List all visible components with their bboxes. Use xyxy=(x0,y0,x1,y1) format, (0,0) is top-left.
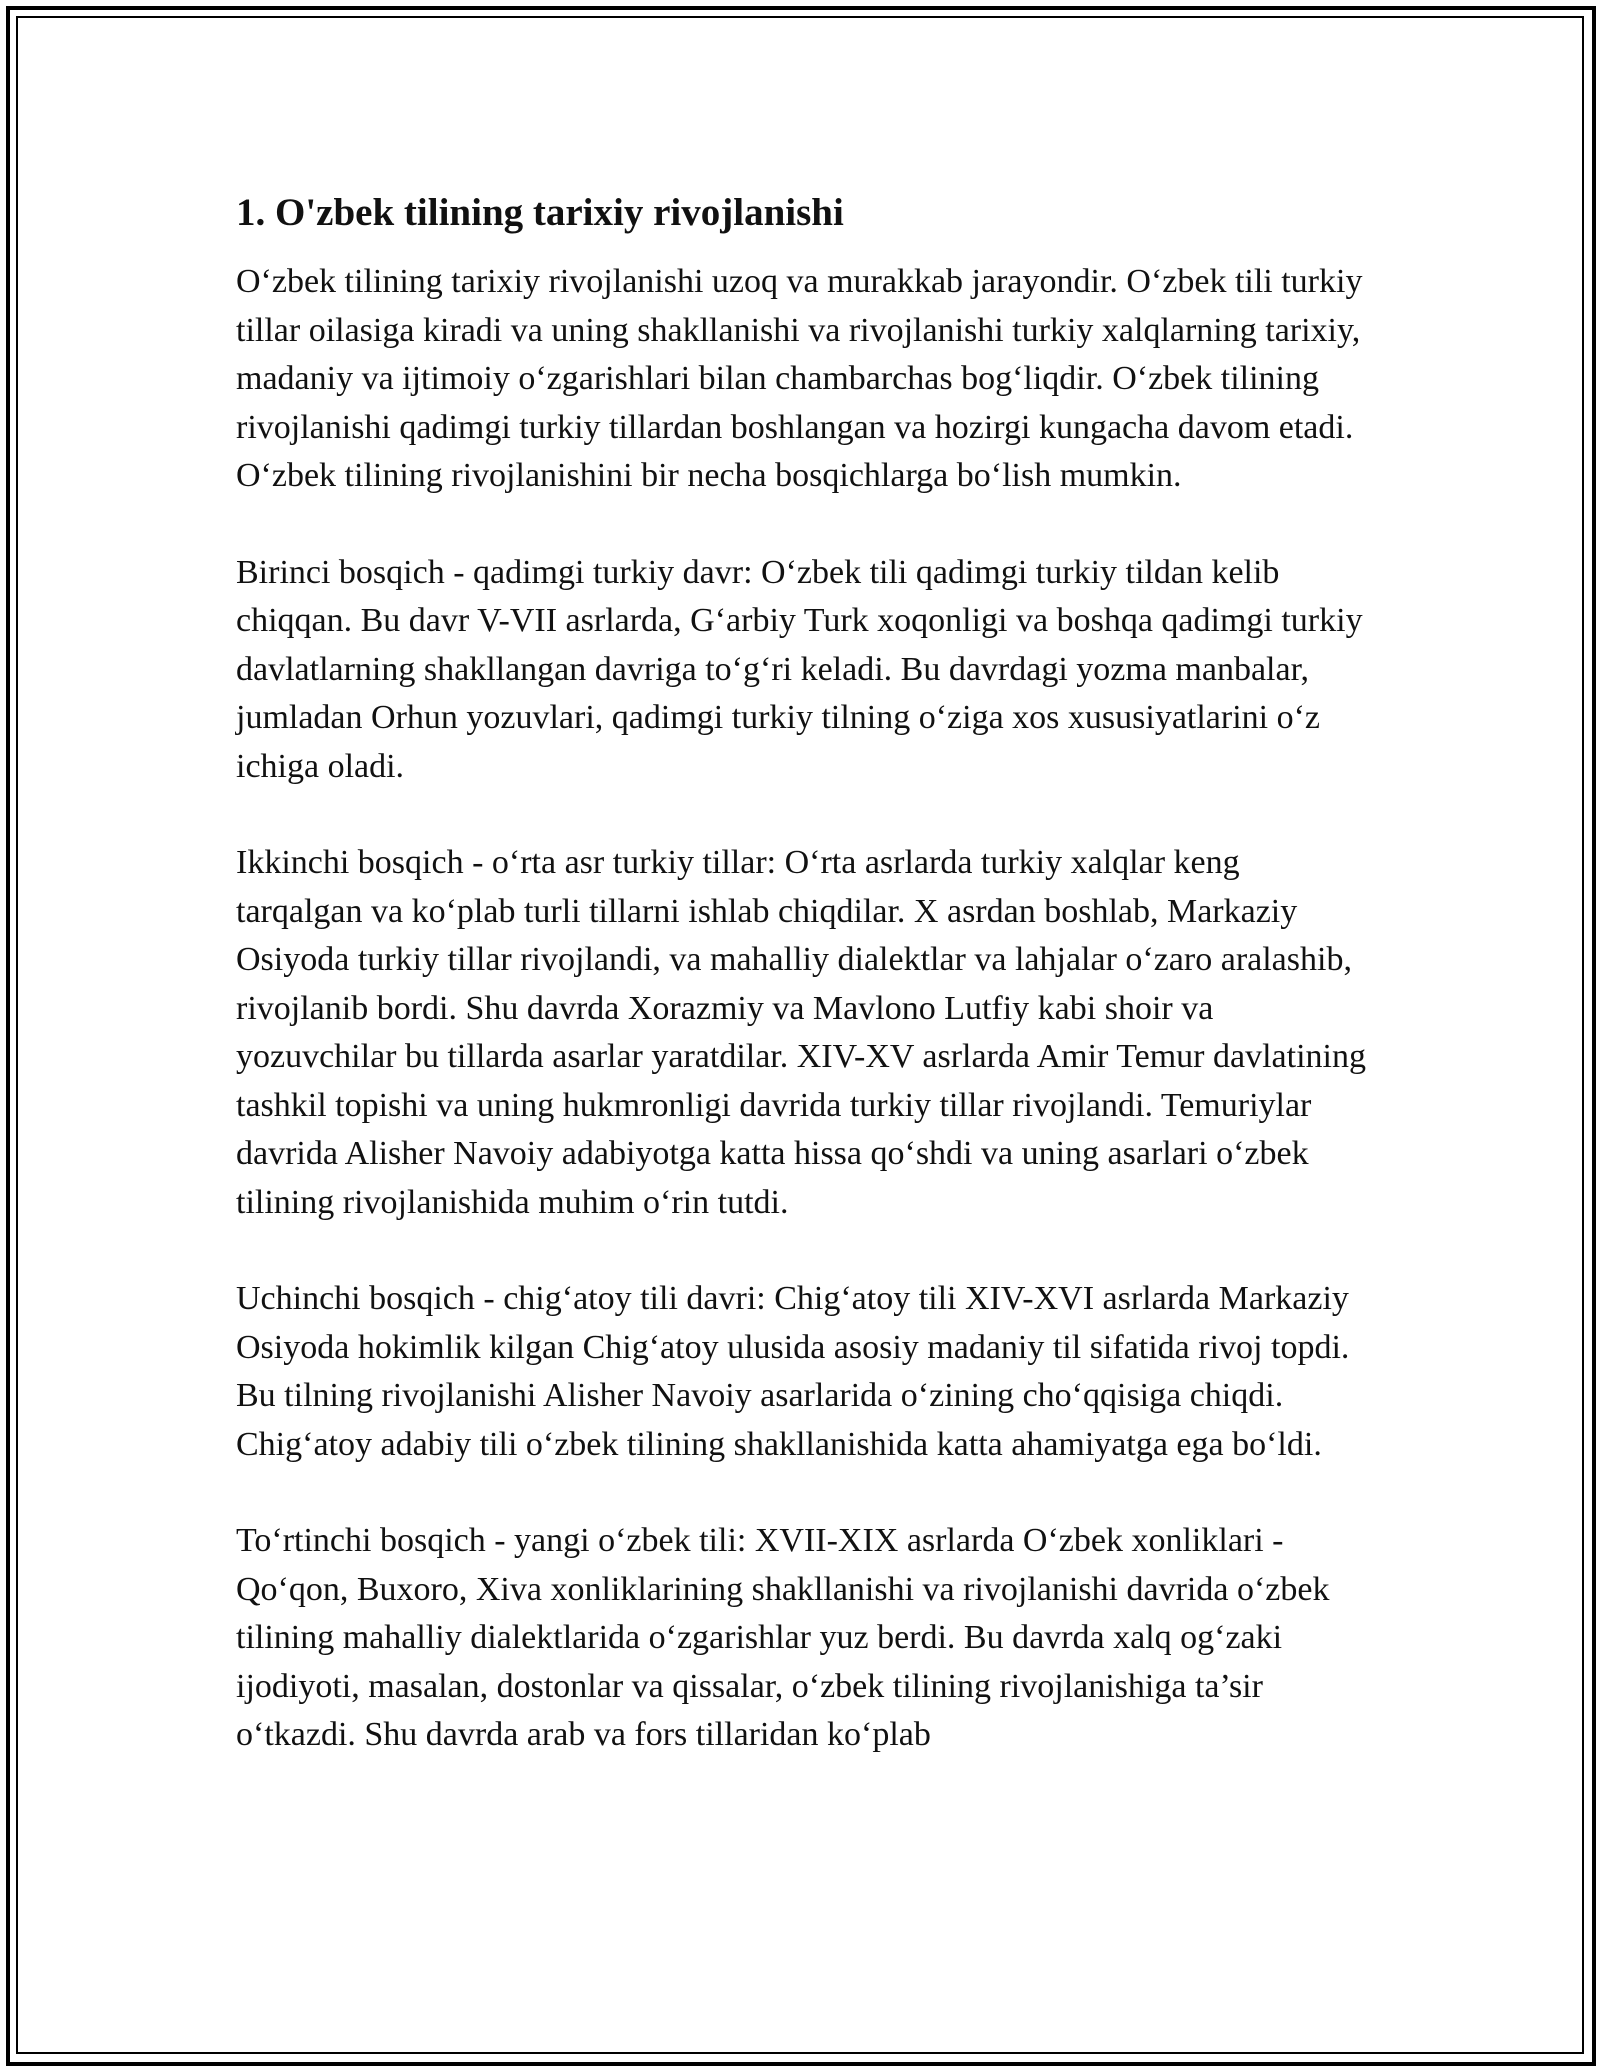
paragraph-intro: O‘zbek tilining tarixiy rivojlanishi uzoq va murakkab jarayondir. O‘zbek tili turkiy tillar oilasiga kiradi va uning shakllanishi va rivojlanishi turkiy xalqlarning tarixiy, madaniy va ijtimoiy o‘zgarishlari bilan chambarchas bog‘liqdir. O‘zbek tilining rivojlanishi qadimgi turkiy tillardan boshlangan va hozirgi kungacha davom etadi. O‘zbek tilining rivojlanishini bir necha bosqichlarga bo‘lish mumkin. xyxy=(236,263,1363,494)
section-heading: 1. O'zbek tilining tarixiy rivojlanishi xyxy=(236,191,844,234)
paragraph-stage-4: To‘rtinchi bosqich - yangi o‘zbek tili: XVII-XIX asrlarda O‘zbek xonliklari - Qo‘qon, Buxoro, Xiva xonliklarining shakllanishi va rivojlanishi davrida o‘zbek tilining mahalliy dialektlarida o‘zgarishlar yuz berdi. Bu davrda xalq og‘zaki ijodiyoti, masalan, dostonlar va qissalar, o‘zbek tilining rivojlanishiga ta’sir o‘tkazdi. Shu davrda arab va fors tillaridan ko‘plab xyxy=(236,1522,1330,1753)
document-body xyxy=(236,188,1366,1808)
paragraph-stage-3: Uchinchi bosqich - chig‘atoy tili davri: Chig‘atoy tili XIV-XVI asrlarda Markaziy Osiyoda hokimlik kilgan Chig‘atoy ulusida asosiy madaniy til sifatida rivoj topdi. Bu tilning rivojlanishi Alisher Navoiy asarlarida o‘zining cho‘qqisiga chiqdi. Chig‘atoy adabiy tili o‘zbek tilining shakllanishida katta ahamiyatga ega bo‘ldi. xyxy=(236,1280,1350,1463)
paragraph-stage-1: Birinci bosqich - qadimgi turkiy davr: O‘zbek tili qadimgi turkiy tildan kelib chiqqan. Bu davr V-VII asrlarda, G‘arbiy Turk xoqonligi va boshqa qadimgi turkiy davlatlarning shakllangan davriga to‘g‘ri keladi. Bu davrdagi yozma manbalar, jumladan Orhun yozuvlari, qadimgi turkiy tilning o‘ziga xos xususiyatlarini o‘z ichiga oladi. xyxy=(236,553,1363,785)
paragraph-stage-2: Ikkinchi bosqich - o‘rta asr turkiy tillar: O‘rta asrlarda turkiy xalqlar keng tarqalgan va ko‘plab turli tillarni ishlab chiqdilar. X asrdan boshlab, Markaziy Osiyoda turkiy tillar rivojlandi, va mahalliy dialektlar va lahjalar o‘zaro aralashib, rivojlanib bordi. Shu davrda Xorazmiy va Mavlono Lutfiy kabi shoir va yozuvchilar bu tillarda asarlar yaratdilar. XIV-XV asrlarda Amir Temur davlatining tashkil topishi va uning hukmronligi davrida turkiy tillar rivojlandi. Temuriylar davrida Alisher Navoiy adabiyotga katta hissa qo‘shdi va uning asarlari o‘zbek tilining rivojlanishida muhim o‘rin tutdi. xyxy=(236,844,1366,1221)
